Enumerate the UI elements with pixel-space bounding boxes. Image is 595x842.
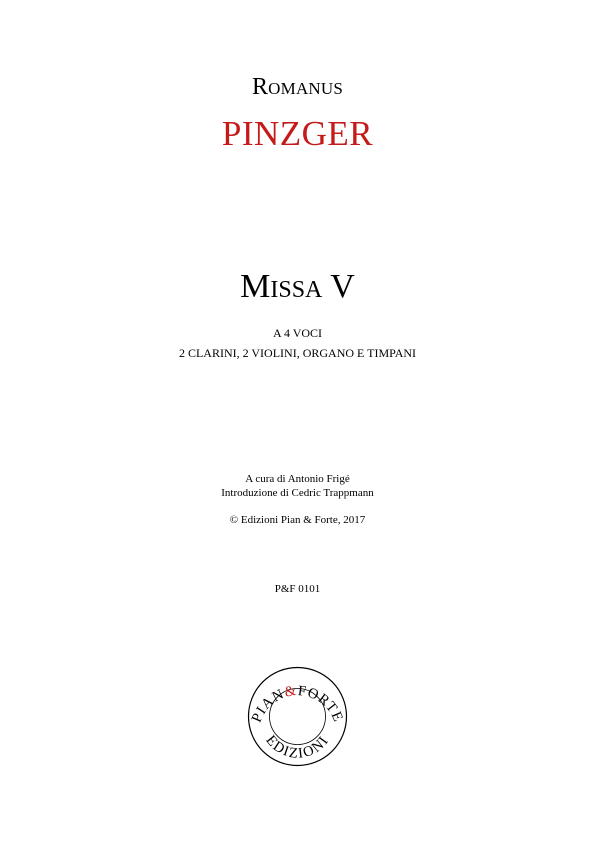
work-voices: A 4 VOCI [272, 326, 323, 340]
seal-bottom-text: EDIZIONI [262, 732, 333, 762]
catalog-number: P&F 0101 [274, 583, 321, 595]
svg-text:EDIZIONI [262, 732, 332, 762]
seal-top-text: PIAN&FORTE [248, 682, 347, 725]
introduction-credit: Introduzione di Cedric Trappmann [221, 487, 374, 499]
work-title: Missa V [240, 268, 355, 305]
svg-text:PIAN&FORTE [249, 683, 347, 725]
composer-last-name: PINZGER [221, 114, 374, 153]
work-instruments: 2 CLARINI, 2 VIOLINI, ORGANO E TIMPANI [178, 346, 417, 360]
editor-credit: A cura di Antonio Frigé [245, 473, 350, 485]
copyright-notice: © Edizioni Pian & Forte, 2017 [229, 514, 366, 526]
publisher-seal-logo [247, 666, 348, 767]
composer-first-name: Romanus [251, 74, 344, 100]
